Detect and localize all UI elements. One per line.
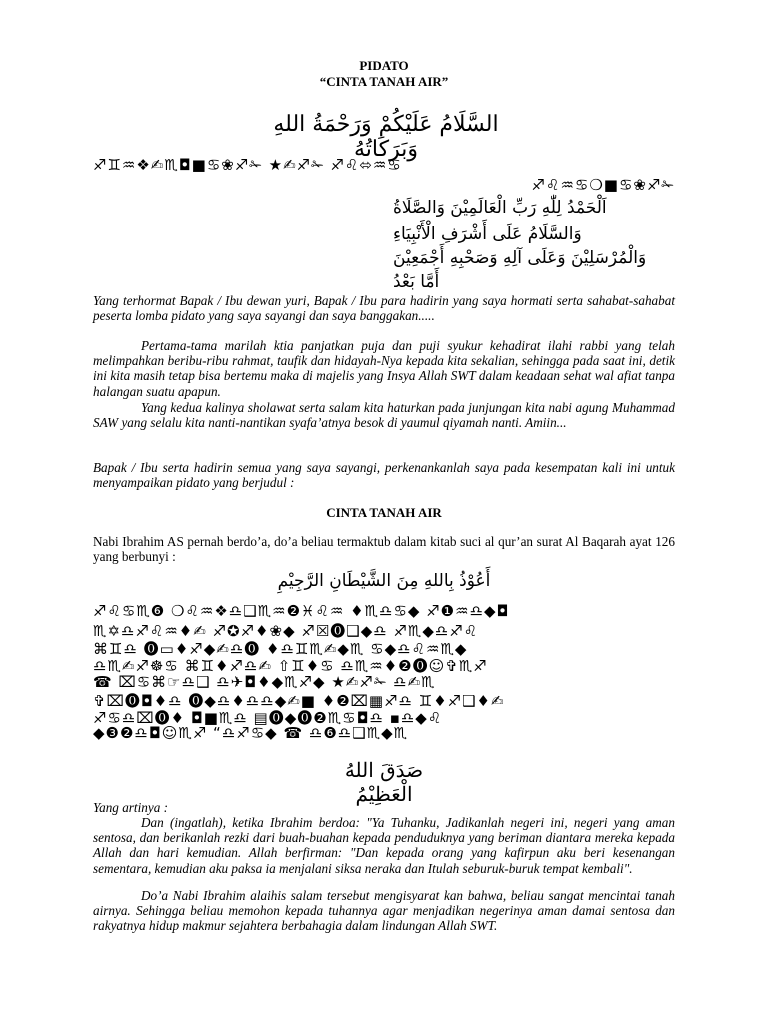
verse-glyph-line: ♐♋♎⌧⓿♦ ◘■♏♎ ▤⓿◆⓿❷♏♋◘♎ ▪♎◆♌ (93, 709, 443, 727)
closing-calligraphy: صَدَقَ اللهُ الْعَظِيْمُ (344, 758, 424, 806)
verse-glyph-line: ♎♏✍♐☸♋ ⌘♊♦♐♎✍ ⇧♊♦♋ ♎♏♒♦❷⓿☺✞♏♐ (93, 657, 488, 675)
opening-arabic-line-3: وَالْمُرْسَلِيْنَ وَعَلَى آلِهِ وَصَحْبِهِ أَجْمَعِيْنَ (393, 248, 647, 268)
verse-glyph-line: ⌘♊♎ ⓿▭♦♐◆✍♎⓿ ♦♎♊♏✍◆♏ ♋◆♎♌♒♏◆ (93, 640, 468, 658)
opening-arabic-line-4: أَمَّا بَعْدُ (393, 272, 440, 292)
glyph-text-line-1: ♐♊♒❖✍♏◘■♋❀♐✁ ★✍♐✁ ♐♌⬄♒♋ (93, 156, 402, 174)
verse-glyph-line: ☎ ⌧♋⌘☞♎❑ ♎✈◘♦◆♏♐◆ ★✍♐✁ ♎✍♏ (93, 673, 436, 691)
glyph-text-line-2: ♐♌♒♋❍■♋❀♐✁ (531, 176, 675, 194)
section-title: CINTA TANAH AIR (326, 505, 442, 520)
opening-arabic-line-1: اَلْحَمْدُ لِلّٰهِ رَبِّ الْعَالَمِيْنَ وَالصَّلَاةُ (393, 198, 607, 218)
verse-introduction: Nabi Ibrahim AS pernah berdo’a, do’a beliau termaktub dalam kitab suci al qur’an surat Al Baqarah ayat 126 yang berbunyi : (93, 534, 675, 565)
introduction-paragraph: Bapak / Ibu serta hadirin semua yang saya sayangi, perkenankanlah saya pada kesempatan kali ini untuk menyampaikan pidato yang berjudul : (93, 460, 675, 491)
document-subtitle: “CINTA TANAH AIR” (319, 74, 449, 89)
salam-calligraphy: السَّلَامُ عَلَيْكُمْ وَرَحْمَةُ اللهِ وَبَرَكَاتُهُ (273, 112, 499, 162)
verse-glyph-line: ♐♌♋♏❻ ❍♌♒❖♎❑♏♒❷♓♌♒ ♦♏♎♋◆ ♐❶♒♎◆◘ (93, 602, 510, 620)
opening-paragraph: Pertama-tama marilah ktia panjatkan puja dan puji syukur kehadirat ilahi rabbi yang telah melimpahkan beribu-ribu rahmat, taufik dan hidayah-Nya kepada kita sekalian, sehingga pada saat ini, detik ini kita masih tetap bisa bertemu maka di majelis yang Insya Allah SWT dalam keadaan sehat wal afiat tanpa halangan suatu apapun. (93, 338, 675, 399)
reflection-paragraph: Do’a Nabi Ibrahim alaihis salam tersebut mengisyarat kan bahwa, beliau sangat mencintai tanah airnya. Sehingga beliau memohon kepada tuhannya agar menjadikan negerinya aman damai sentosa dan rakyatnya hidup makmur sejahtera berbahagia dalam lindungan Allah SWT. (93, 888, 675, 934)
document-page (93, 0, 675, 1024)
verse-glyph-line: ♏✡♎♐♌♒♦✍ ♐✪♐♦❀◆ ♐☒⓿❑◆♎ ♐♏◆♎♐♌ (93, 622, 479, 640)
verse-glyph-line: ✞⌧⓿◘♦♎ ⓿◆♎♦♎♎◆✍■ ♦❷⌧▦♐♎ ♊♦♐❑♦✍ (93, 692, 505, 710)
taawudz-arabic: أَعُوْذُ بِاللهِ مِنَ الشَّيْطَانِ الرَّجِيْمِ (277, 571, 491, 591)
sholawat-paragraph: Yang kedua kalinya sholawat serta salam kita haturkan pada junjungan kita nabi agung Muhammad SAW yang selalu kita nanti-nantikan syafa’atnya besok di yaumul qiyamah nanti. Amiin... (93, 400, 675, 431)
opening-arabic-line-2: وَالسَّلَامُ عَلَى أَشْرَفِ الْأَنْبِيَاءِ (393, 224, 582, 244)
document-title: PIDATO (359, 58, 409, 73)
translation-paragraph: Dan (ingatlah), ketika Ibrahim berdoa: "Ya Tuhanku, Jadikanlah negeri ini, negeri yang aman sentosa, dan berikanlah rezki dari buah-buahan kepada penduduknya yang beriman diantara mereka kepada Allah dan hari kemudian. Allah berfirman: "Dan kepada orang yang kafirpun aku beri kesenangan sementara, kemudian aku paksa ia menjalani siksa neraka dan Itulah seburuk-buruk tempat kembali". (93, 815, 675, 876)
greeting-paragraph: Yang terhormat Bapak / Ibu dewan yuri, Bapak / Ibu para hadirin yang saya hormati serta sahabat-sahabat peserta lomba pidato yang saya sayangi dan saya banggakan..... (93, 293, 675, 324)
verse-glyph-line: ◆❸❷♎◘☺♏♐ “♎♐♋◆ ☎ ♎❻♎❑♏◆♏ (93, 724, 409, 742)
translation-heading: Yang artinya : (93, 800, 168, 815)
